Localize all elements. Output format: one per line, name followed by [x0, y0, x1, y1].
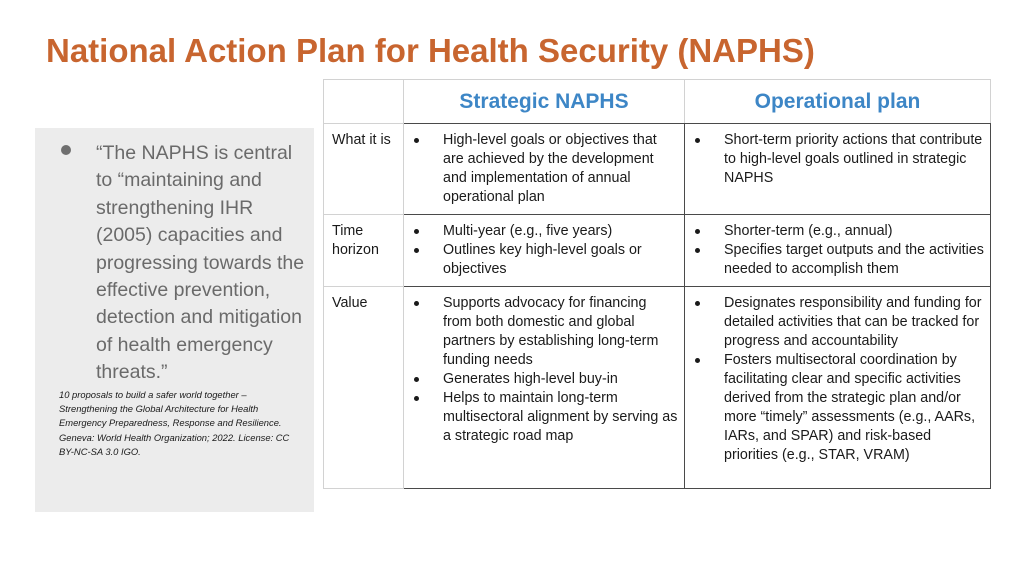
table-corner-cell: [324, 80, 404, 124]
list-item: Designates responsibility and funding for detailed activities that can be tracked for progress and accountability: [692, 294, 984, 351]
quote-citation: 10 proposals to build a safer world together – Strengthening the Global Architecture for Health Emergency Preparedness, Response and Resilience. Geneva: World Health Organization; 2022. License: CC BY-NC-SA 3.0 IGO.: [59, 389, 290, 457]
operational-cell: [685, 215, 991, 287]
table-row-value: [324, 287, 991, 489]
quote-text: “The NAPHS is central to “maintaining and strengthening IHR (2005) capacities and progressing towards the effective prevention, detection and mitigation of health emergency threats.”: [96, 142, 305, 384]
list-item: High-level goals or objectives that are achieved by the development and implementation of annual operational plan: [411, 131, 678, 207]
list-item: Shorter-term (e.g., annual): [692, 222, 984, 241]
list-item: Helps to maintain long-term multisectoral alignment by serving as a strategic road map: [411, 389, 678, 446]
column-header-operational: Operational plan: [685, 80, 991, 124]
row-label: Value: [324, 287, 404, 489]
list-item: Generates high-level buy-in: [411, 370, 678, 389]
list-item: Multi-year (e.g., five years): [411, 222, 678, 241]
list-item: Short-term priority actions that contribute to high-level goals outlined in strategic NAPHS: [692, 131, 984, 188]
strategic-cell: [404, 215, 685, 287]
naphs-comparison-table: [323, 79, 991, 489]
strategic-cell: [404, 287, 685, 489]
page-title: National Action Plan for Health Security (NAPHS): [46, 32, 815, 69]
column-header-strategic: Strategic NAPHS: [404, 80, 685, 124]
list-item: Fosters multisectoral coordination by facilitating clear and specific activities derived from the strategic plan and/or more “timely” assessments (e.g., AARs, IARs, and SPAR) and risk-based priorities (e.g., STAR, VRAM): [692, 351, 984, 465]
table-header-row: [324, 80, 991, 124]
operational-cell: [685, 124, 991, 215]
list-item: Supports advocacy for financing from both domestic and global partners by establishing long-term funding needs: [411, 294, 678, 370]
table-row-what-it-is: [324, 124, 991, 215]
list-item: Outlines key high-level goals or objectives: [411, 241, 678, 279]
table-row-time-horizon: [324, 215, 991, 287]
list-item: Specifies target outputs and the activities needed to accomplish them: [692, 241, 984, 279]
quote-bullet-icon: [61, 145, 71, 155]
strategic-cell: [404, 124, 685, 215]
row-label: What it is: [324, 124, 404, 215]
row-label: Time horizon: [324, 215, 404, 287]
operational-cell: [685, 287, 991, 489]
